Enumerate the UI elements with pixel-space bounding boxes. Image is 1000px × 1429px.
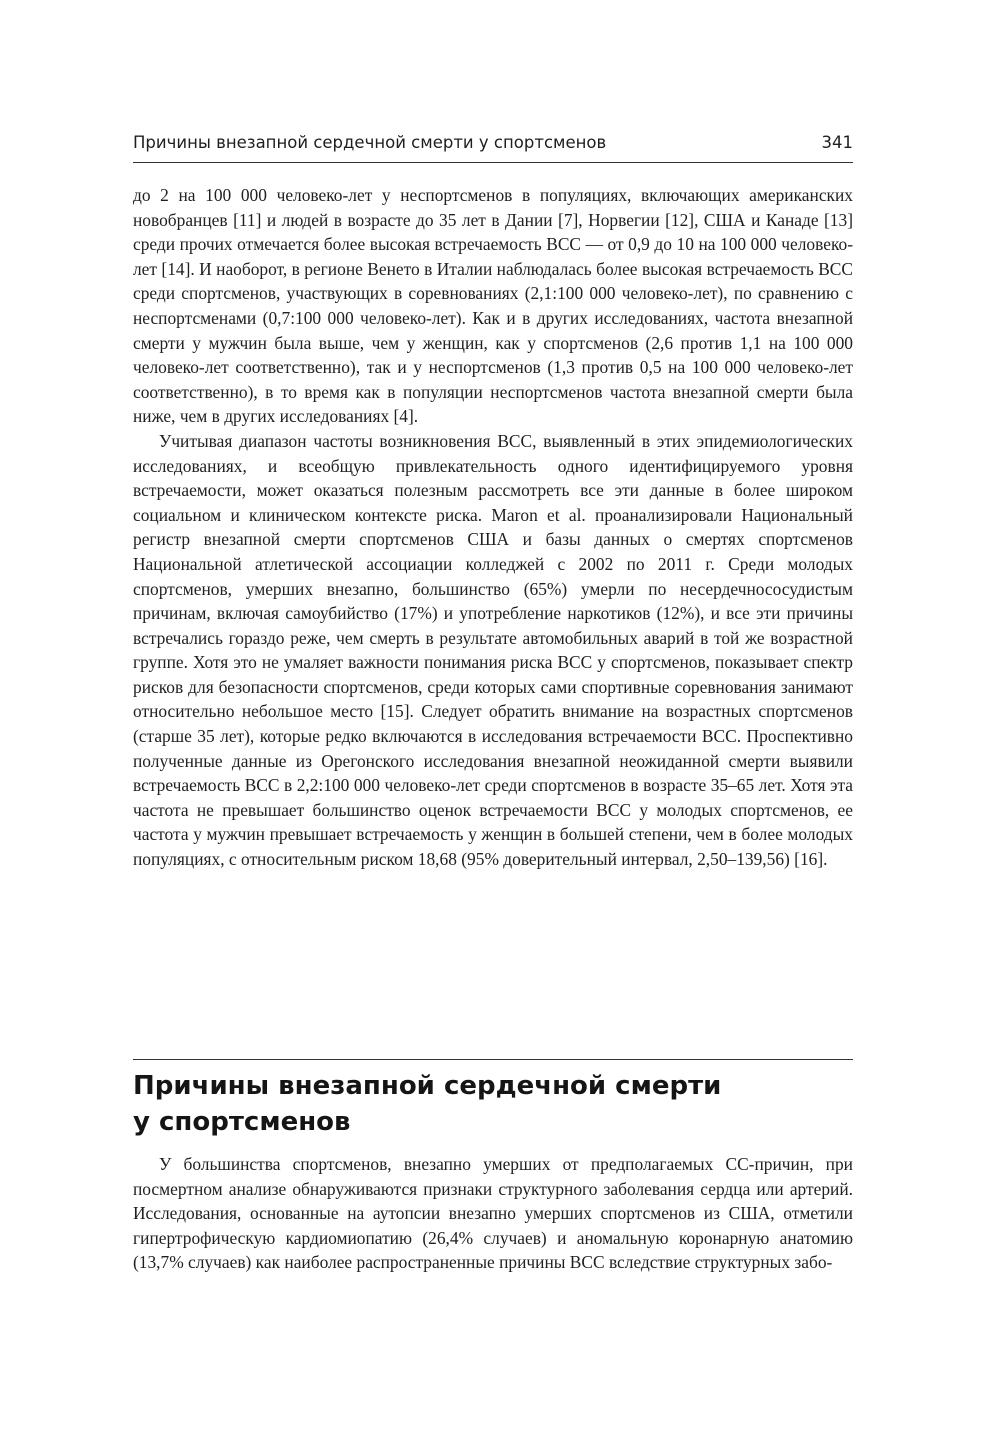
running-header	[133, 133, 853, 163]
paragraph: Учитывая диапазон частоты возникновения ВСС, выявленный в этих эпидемиологических исследованиях, и всеобщую привлекательность одного идентифицируемого уровня встречаемости, может оказаться полезным рассмотреть все эти данные в более широком социальном и клиническом контексте риска. Maron et al. проанализировали Национальный регистр внезапной смерти спортсменов США и базы данных о смертях спортсменов Национальной атлетической ассоциации колледжей с 2002 по 2011 г. Среди молодых спортсменов, умерших внезапно, большинство (65%) умерли по несердечнососудистым причинам, включая самоубийство (17%) и употребление наркотиков (12%), и все эти причины встречались гораздо реже, чем смерть в результате автомобильных аварий в той же возрастной группе. Хотя это не умаляет важности понимания риска ВСС у спортсменов, показывает спектр рисков для безопасности спортсменов, среди которых сами спортивные соревнования занимают относительно небольшое место [15]. Следует обратить внимание на возрастных спортсменов (старше 35 лет), которые редко включаются в исследования встречаемости ВСС. Проспективно полученные данные из Орегонского исследования внезапной неожиданной смерти выявили встречаемость ВСС в 2,2:100 000 человеко-лет среди спортсменов в возрасте 35–65 лет. Хотя эта частота не превышает большинство оценок встречаемости ВСС у молодых спортсменов, ее частота у мужчин превышает встречаемость у женщин в большей степени, чем в более молодых популяциях, с относительным риском 18,68 (95% доверительный интервал, 2,50–139,56) [16].	[133, 430, 853, 870]
section-rule	[133, 1059, 853, 1060]
section-heading	[133, 1068, 853, 1140]
page-number: 341	[821, 133, 853, 152]
paragraph: до 2 на 100 000 человеко-лет у неспортсменов в популяциях, включающих американских новобранцев [11] и людей в возрасте до 35 лет в Дании [7], Норвегии [12], США и Канаде [13] среди прочих отмечается более высокая встречаемость ВСС — от 0,9 до 10 на 100 000 человеко-лет [14]. И наоборот, в регионе Венето в Италии наблюдалась более высокая встречаемость ВСС среди спортсменов, участвующих в соревнованиях (2,1:100 000 человеко-лет), по сравнению с неспортсменами (0,7:100 000 человеко-лет). Как и в других исследованиях, частота внезапной смерти у мужчин была выше, чем у женщин, как у спортсменов (2,6 против 1,1 на 100 000 человеко-лет соответственно), так и у неспортсменов (1,3 против 0,5 на 100 000 человеко-лет соответственно), в то время как в популяции неспортсменов частота внезапной смерти была ниже, чем в других исследованиях [4].	[133, 185, 853, 427]
header-rule	[133, 162, 853, 163]
section-heading-line: у спортсменов	[133, 1107, 351, 1137]
paragraph: У большинства спортсменов, внезапно умерших от предполагаемых СС-причин, при посмертном анализе обнаруживаются признаки структурного заболевания сердца или артерий. Исследования, основанные на аутопсии внезапно умерших спортсменов из США, отметили гипертрофическую кардиомиопатию (26,4% случаев) и аномальную коронарную анатомию (13,7% случаев) как наиболее распространенные причины ВСС вследствие структурных забо-	[133, 1154, 853, 1273]
body-text-block	[133, 183, 853, 872]
running-header-title: Причины внезапной сердечной смерти у спортсменов	[133, 133, 607, 152]
section-text-block	[133, 1152, 853, 1275]
section-heading-line: Причины внезапной сердечной смерти	[133, 1071, 722, 1101]
